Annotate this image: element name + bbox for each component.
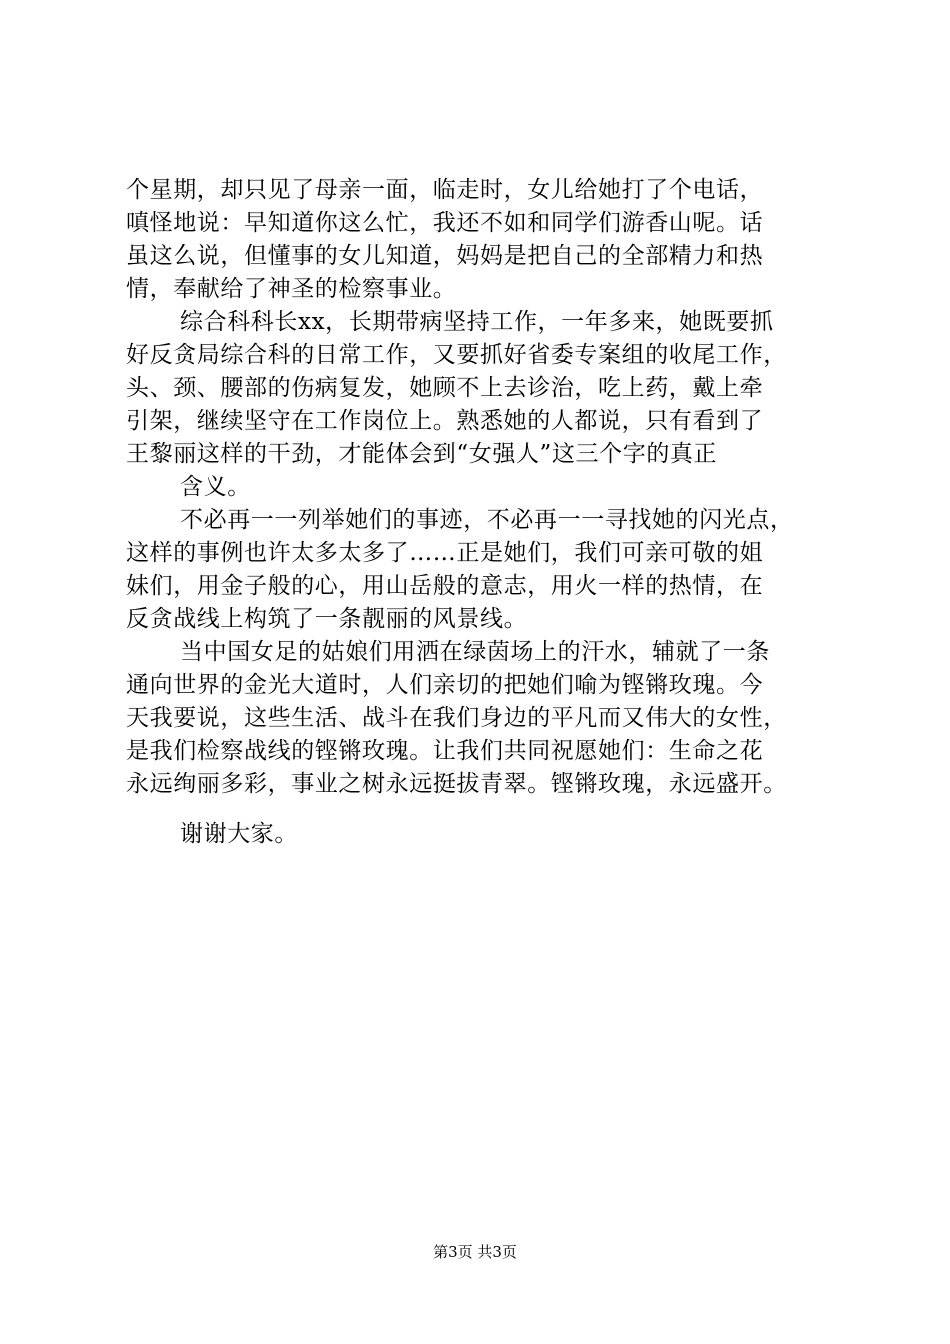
text-line: 永远绚丽多彩，事业之树永远挺拔青翠。铿锵玫瑰，永远盛开。: [126, 771, 787, 797]
text-line: 妹们，用金子般的心，用山岳般的意志，用火一样的热情，在: [126, 573, 764, 599]
text-line: 好反贪局综合科的日常工作，又要抓好省委专案组的收尾工作，: [126, 342, 787, 368]
text-line: 不必再一一列举她们的事迹，不必再一一寻找她的闪光点，: [180, 507, 794, 533]
text-line: 王黎丽这样的干劲，才能体会到“女强人”这三个字的真正: [126, 441, 718, 467]
text-line: 含义。: [180, 474, 251, 500]
text-line: 个星期，却只见了母亲一面，临走时，女儿给她打了个电话，: [126, 177, 764, 203]
text-line: 情，奉献给了神圣的检察事业。: [126, 276, 457, 302]
text-line: 通向世界的金光大道时，人们亲切的把她们喻为铿锵玫瑰。今: [126, 672, 764, 698]
text-line: 当中国女足的姑娘们用洒在绿茵场上的汗水，辅就了一条: [180, 639, 770, 665]
text-line: 嗔怪地说：早知道你这么忙，我还不如和同学们游香山呢。话: [126, 210, 764, 236]
page-footer: 第3页 共3页: [433, 1243, 517, 1261]
text-line: 这样的事例也许太多太多了……正是她们，我们可亲可敬的姐: [126, 540, 764, 566]
text-line: 虽这么说，但懂事的女儿知道，妈妈是把自己的全部精力和热: [126, 243, 764, 269]
text-line: 谢谢大家。: [180, 821, 298, 847]
text-line: 是我们检察战线的铿锵玫瑰。让我们共同祝愿她们：生命之花: [126, 738, 764, 764]
text-line: 引架，继续坚守在工作岗位上。熟悉她的人都说，只有看到了: [126, 408, 764, 434]
text-line: 反贪战线上构筑了一条靓丽的风景线。: [126, 606, 528, 632]
text-line: 天我要说，这些生活、战斗在我们身边的平凡而又伟大的女性，: [126, 705, 787, 731]
text-line: 综合科科长xx，长期带病坚持工作，一年多来，她既要抓: [180, 309, 774, 335]
text-line: 头、颈、腰部的伤病复发，她顾不上去诊治，吃上药，戴上牵: [126, 375, 764, 401]
